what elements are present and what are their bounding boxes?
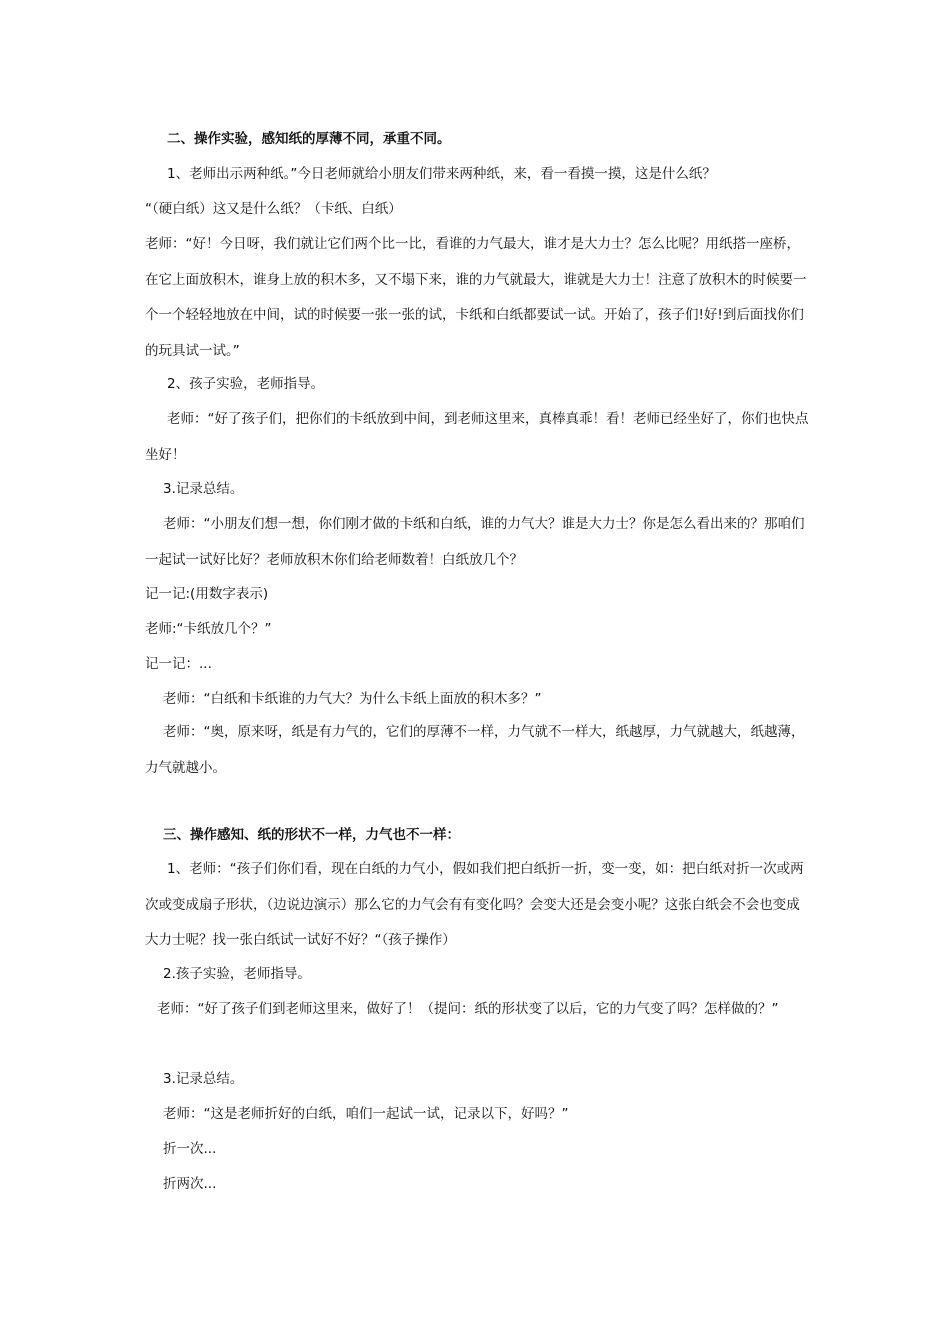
section-3-item-3: 3.记录总结。 xyxy=(163,1071,244,1087)
section-2-teacher-speech-6: 老师：“奥，原来呀，纸是有力气的，它们的厚薄不一样，力气就不一样大，纸越厚，力气就越大，纸越薄，力气就越小。 xyxy=(145,724,805,776)
section-3-item-2: 2.孩子实验，老师指导。 xyxy=(163,966,311,982)
section-2-teacher-speech-2: 老师：“好了孩子们，把你们的卡纸放到中间，到老师这里来，真棒真乖！看！老师已经坐好了，你们也快点坐好！ xyxy=(145,411,809,463)
section-2-teacher-speech-3: 老师：“小朋友们想一想，你们刚才做的卡纸和白纸，谁的力气大？谁是大力士？你是怎么看出来的？那咱们一起试一试好比好？老师放积木你们给老师数着！白纸放几个？ xyxy=(145,516,805,568)
section-2-item-3: 3.记录总结。 xyxy=(163,481,244,497)
section-2-record-1: 记一记:(用数字表示) xyxy=(145,586,269,602)
section-2-heading: 二、操作实验，感知纸的厚薄不同，承重不同。 xyxy=(167,131,451,147)
section-2-item-1-continued: “（硬白纸）这又是什么纸？（卡纸、白纸） xyxy=(145,201,402,217)
section-3-teacher-speech-1: 老师：“好了孩子们到老师这里来，做好了！（提问：纸的形状变了以后，它的力气变了吗？怎样做的？” xyxy=(157,1001,779,1017)
section-3-teacher-speech-2: 老师：“这是老师折好的白纸，咱们一起试一试，记录以下，好吗？” xyxy=(163,1106,569,1122)
section-2-teacher-speech-4: 老师:“卡纸放几个？” xyxy=(145,621,272,637)
section-3-heading: 三、操作感知、纸的形状不一样，力气也不一样： xyxy=(163,827,460,843)
section-3-item-1: 1、老师：“孩子们你们看，现在白纸的力气小，假如我们把白纸折一折，变一变，如：把白纸对折一次或两次或变成扇子形状，（边说边演示）那么它的力气会有有变化吗？会变大还是会变小呢？这张白纸会不会也变成大力士呢？找一张白纸试一试好不好？“（孩子操作） xyxy=(145,861,804,948)
section-2-item-1: 1、老师出示两种纸。”今日老师就给小朋友们带来两种纸，来，看一看摸一摸，这是什么纸？ xyxy=(167,166,716,182)
section-3-fold-once: 折一次... xyxy=(163,1141,217,1157)
section-2-record-2: 记一记：... xyxy=(145,656,212,672)
section-3-fold-twice: 折两次... xyxy=(163,1176,217,1192)
section-2-item-2: 2、孩子实验，老师指导。 xyxy=(167,376,325,392)
section-2-teacher-speech-1: 老师：“好！今日呀，我们就让它们两个比一比，看谁的力气最大，谁才是大力士？怎么比呢？用纸搭一座桥，在它上面放积木，谁身上放的积木多，又不塌下来，谁的力气就最大，谁就是大力士！注意了放积木的时候要一个一个轻轻地放在中间，试的时候要一张一张的试，卡纸和白纸都要试一试。开始了，孩子们!好!到后面找你们的玩具试一试。” xyxy=(145,236,807,359)
section-2-teacher-speech-5: 老师：“白纸和卡纸谁的力气大？为什么卡纸上面放的积木多？” xyxy=(163,691,542,707)
